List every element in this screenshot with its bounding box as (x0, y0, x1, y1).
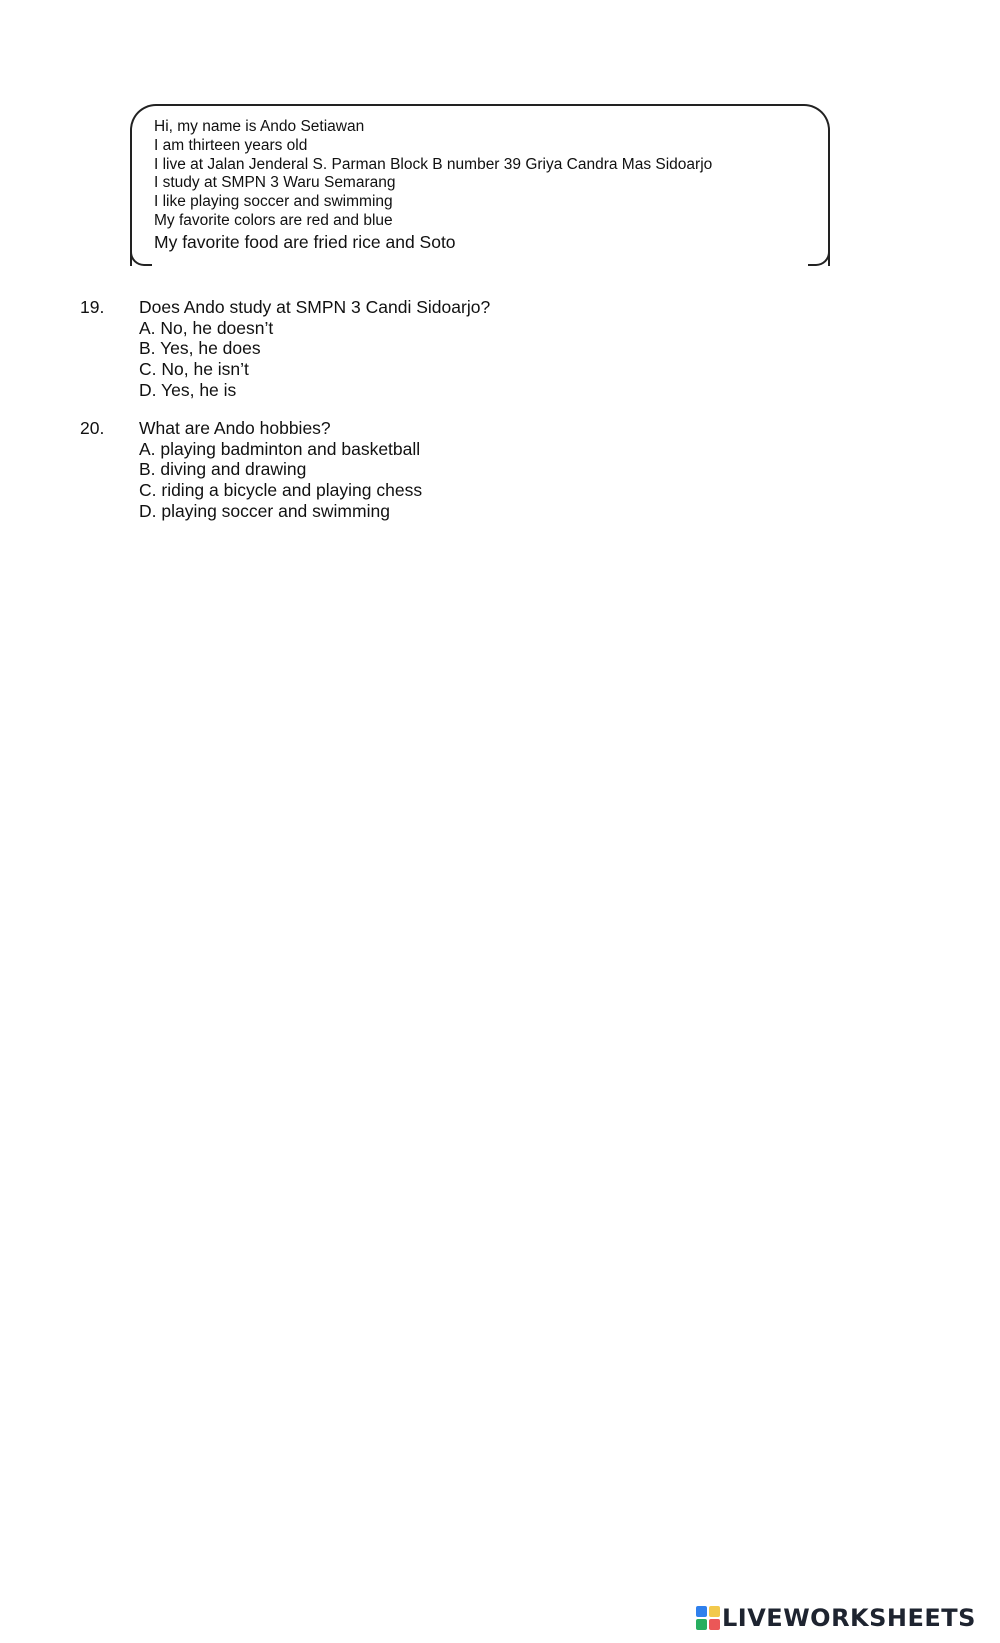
question-body (139, 418, 422, 522)
logo-square-blue (696, 1606, 707, 1617)
logo-square-green (696, 1619, 707, 1630)
question-number: 19. (80, 297, 105, 317)
logo-text: LIVEWORKSHEETS (722, 1604, 976, 1632)
answer-option-d[interactable]: D. Yes, he is (139, 379, 237, 400)
answer-option-b[interactable]: B. diving and drawing (139, 459, 307, 480)
liveworksheets-logo (696, 1604, 976, 1632)
logo-square-red (709, 1619, 720, 1630)
answer-option-b[interactable]: B. Yes, he does (139, 338, 261, 359)
passage-line: I am thirteen years old (154, 136, 308, 154)
question-text: Does Ando study at SMPN 3 Candi Sidoarjo? (139, 297, 491, 317)
passage-line: Hi, my name is Ando Setiawan (154, 118, 365, 135)
passage-line: I live at Jalan Jenderal S. Parman Block B number 39 Griya Candra Mas Sidoarjo (154, 155, 713, 173)
question-number: 20. (80, 418, 105, 438)
passage-line: My favorite food are fried rice and Soto (154, 231, 456, 252)
passage-line: My favorite colors are red and blue (154, 211, 393, 229)
liveworksheets-logo-icon (696, 1606, 720, 1630)
passage-lines (154, 118, 712, 253)
question-body (139, 297, 490, 401)
answer-option-c[interactable]: C. No, he isn’t (139, 359, 249, 380)
answer-option-c[interactable]: C. riding a bicycle and playing chess (139, 480, 423, 501)
reading-passage-box (130, 104, 830, 266)
question-text: What are Ando hobbies? (139, 418, 331, 438)
answer-option-a[interactable]: A. No, he doesn’t (139, 317, 274, 338)
logo-square-yellow (709, 1606, 720, 1617)
answer-option-d[interactable]: D. playing soccer and swimming (139, 500, 390, 521)
answer-option-a[interactable]: A. playing badminton and basketball (139, 438, 421, 459)
passage-line: I like playing soccer and swimming (154, 193, 393, 211)
passage-line: I study at SMPN 3 Waru Semarang (154, 174, 396, 192)
